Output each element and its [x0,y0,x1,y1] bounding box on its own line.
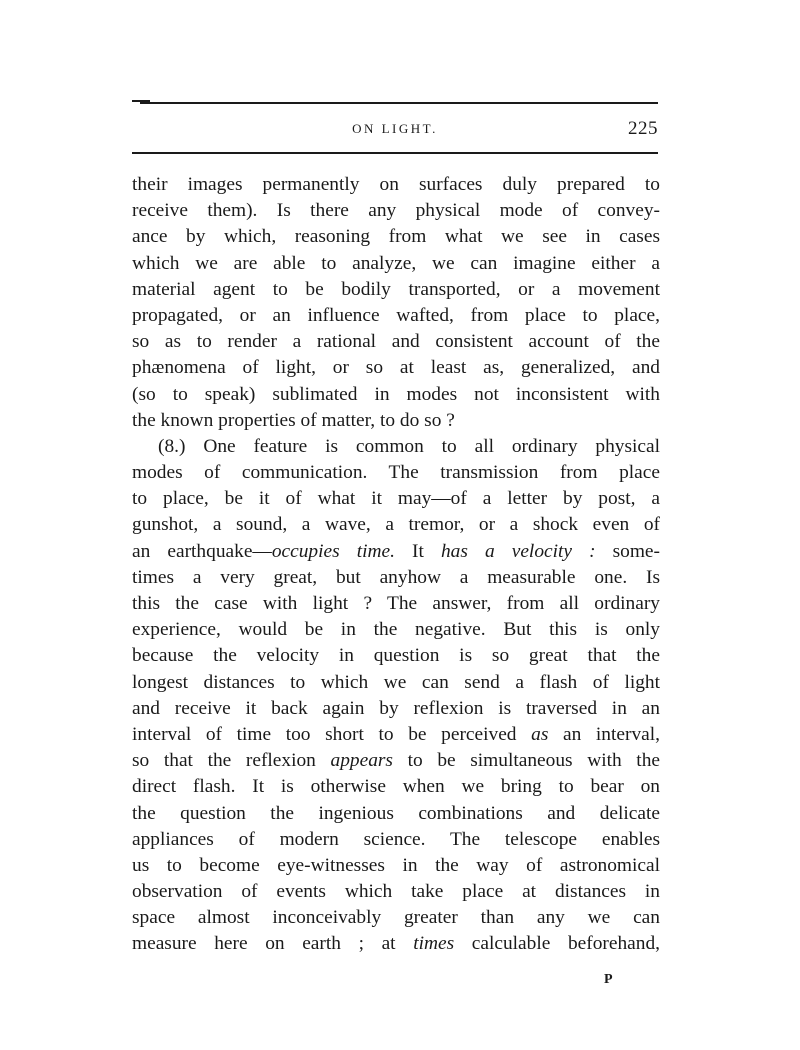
signature-mark: P [604,972,613,987]
text-segment: phænomena of light, or so at least as, generalized, and [132,357,660,379]
text-segment: modes of communication. The transmission from place [132,462,660,484]
header-rule-bottom [132,152,658,154]
text-segment: calculable beforehand, [454,933,660,955]
text-segment: ance by which, reasoning from what we see in cases [132,226,660,248]
text-segment: direct flash. It is otherwise when we bring to bear on [132,776,660,798]
running-head [132,118,658,140]
text-segment: us to become eye-witnesses in the way of astronomical [132,854,660,876]
text-segment: observation of events which take place at distances in [132,881,660,903]
text-line [132,460,660,486]
text-segment: the question the ingenious combinations and delicate [132,802,660,824]
text-segment: some- [595,540,660,562]
page-number: 225 [628,118,658,139]
text-line [132,591,660,617]
italic-text: occupies time. [271,540,395,562]
italic-text: as [531,723,549,745]
text-segment: (8.) One feature is common to all ordinary physical [158,435,660,457]
text-segment: propagated, or an influence wafted, from place to place, [132,304,660,326]
text-line [132,355,660,381]
text-line [132,486,660,512]
text-segment: to be simultaneous with the [392,750,660,772]
text-line [132,434,660,460]
text-segment: measure here on earth ; at [132,933,414,955]
italic-text: times [413,933,455,955]
text-line [132,408,660,434]
text-line [132,512,660,538]
text-line [132,277,660,303]
text-segment: (so to speak) sublimated in modes not inconsistent with [132,383,660,405]
text-segment: so that the reflexion [132,750,331,772]
text-line [132,251,660,277]
text-segment: to place, be it of what it may—of a letter by post, a [132,488,660,510]
text-line [132,801,660,827]
text-segment: experience, would be in the negative. But this is only [132,619,660,641]
text-line [132,853,660,879]
text-line [132,382,660,408]
text-line [132,303,660,329]
text-line [132,774,660,800]
italic-text: appears [330,750,393,772]
text-line [132,224,660,250]
text-line [132,172,660,198]
running-title: ON LIGHT. [352,121,438,136]
text-segment: and receive it back again by reflexion is traversed in an [132,697,660,719]
text-segment: the known properties of matter, to do so ? [132,409,455,431]
text-segment: interval of time too short to be perceived [132,723,532,745]
body-text [132,172,660,958]
text-line [132,539,660,565]
text-line [132,696,660,722]
italic-text: has a velocity : [440,540,596,562]
text-segment: which we are able to analyze, we can imagine either a [132,252,660,274]
text-segment: times a very great, but anyhow a measurable one. Is [132,566,660,588]
text-line [132,565,660,591]
text-segment: so as to render a rational and consistent account of the [132,331,660,353]
text-segment: because the velocity in question is so great that the [132,645,660,667]
text-segment: material agent to be bodily transported, or a movement [132,278,660,300]
text-line [132,198,660,224]
text-segment: It [394,540,441,562]
text-line [132,748,660,774]
text-segment: gunshot, a sound, a wave, a tremor, or a shock even of [132,514,660,536]
text-segment: appliances of modern science. The telescope enables [132,828,660,850]
text-line [132,827,660,853]
text-line [132,670,660,696]
text-line [132,879,660,905]
text-line [132,617,660,643]
text-line [132,643,660,669]
text-segment: space almost inconceivably greater than any we can [132,907,660,929]
header-rule-top [140,102,658,104]
text-segment: an earthquake— [132,540,272,562]
text-segment: this the case with light ? The answer, from all ordinary [132,593,660,614]
text-segment: receive them). Is there any physical mode of convey- [132,200,660,222]
text-segment: their images permanently on surfaces duly prepared to [132,174,660,195]
text-line [132,931,660,957]
text-line [132,905,660,931]
text-line [132,722,660,748]
text-segment: an interval, [548,723,660,745]
text-line [132,329,660,355]
text-segment: longest distances to which we can send a flash of light [132,671,660,693]
